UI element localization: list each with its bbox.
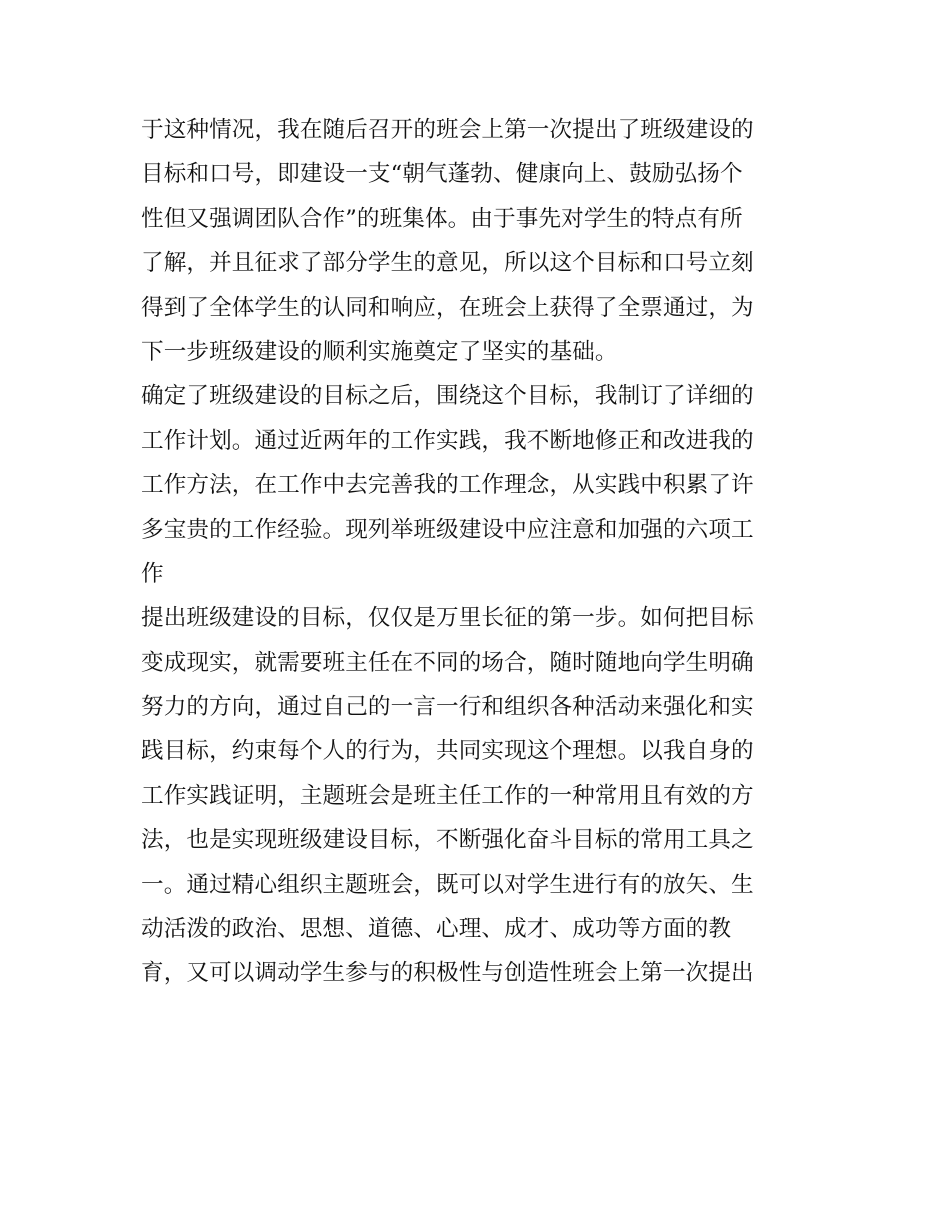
text-line: 工作实践证明，主题班会是班主任工作的一种常用且有效的方 xyxy=(141,782,754,809)
text-line: 得到了全体学生的认同和响应，在班会上获得了全票通过，为 xyxy=(141,294,754,321)
text-line: 工作计划。通过近两年的工作实践，我不断地修正和改进我的 xyxy=(141,427,754,454)
text-line: 性但又强调团队合作”的班集体。由于事先对学生的特点有所 xyxy=(141,205,743,232)
text-line: 工作方法，在工作中去完善我的工作理念，从实践中积累了许 xyxy=(141,472,754,499)
text-line: 提出班级建设的目标，仅仅是万里长征的第一步。如何把目标 xyxy=(141,605,754,632)
text-line: 一。通过精心组织主题班会，既可以对学生进行有的放矢、生 xyxy=(141,871,754,898)
text-line: 践目标，约束每个人的行为，共同实现这个理想。以我自身的 xyxy=(141,738,754,765)
text-line: 确定了班级建设的目标之后，围绕这个目标，我制订了详细的 xyxy=(141,383,754,410)
text-line: 作 xyxy=(141,560,164,587)
text-line: 于这种情况，我在随后召开的班会上第一次提出了班级建设的 xyxy=(141,117,754,143)
text-line: 多宝贵的工作经验。现列举班级建设中应注意和加强的六项工 xyxy=(141,516,754,543)
text-line: 动活泼的政治、思想、道德、心理、成才、成功等方面的教 xyxy=(141,916,732,943)
text-line: 努力的方向，通过自己的一言一行和组织各种活动来强化和实 xyxy=(141,694,754,721)
text-line: 下一步班级建设的顺利实施奠定了坚实的基础。 xyxy=(141,338,618,365)
text-line: 法，也是实现班级建设目标，不断强化奋斗目标的常用工具之 xyxy=(141,827,754,854)
text-line: 目标和口号，即建设一支“朝气蓬勃、健康向上、鼓励弘扬个 xyxy=(141,161,743,188)
text-line: 了解，并且征求了部分学生的意见，所以这个目标和口号立刻 xyxy=(141,250,754,277)
text-line: 育，又可以调动学生参与的积极性与创造性班会上第一次提出 xyxy=(141,960,754,987)
body-text xyxy=(141,108,813,996)
text-line: 变成现实，就需要班主任在不同的场合，随时随地向学生明确 xyxy=(141,649,754,676)
